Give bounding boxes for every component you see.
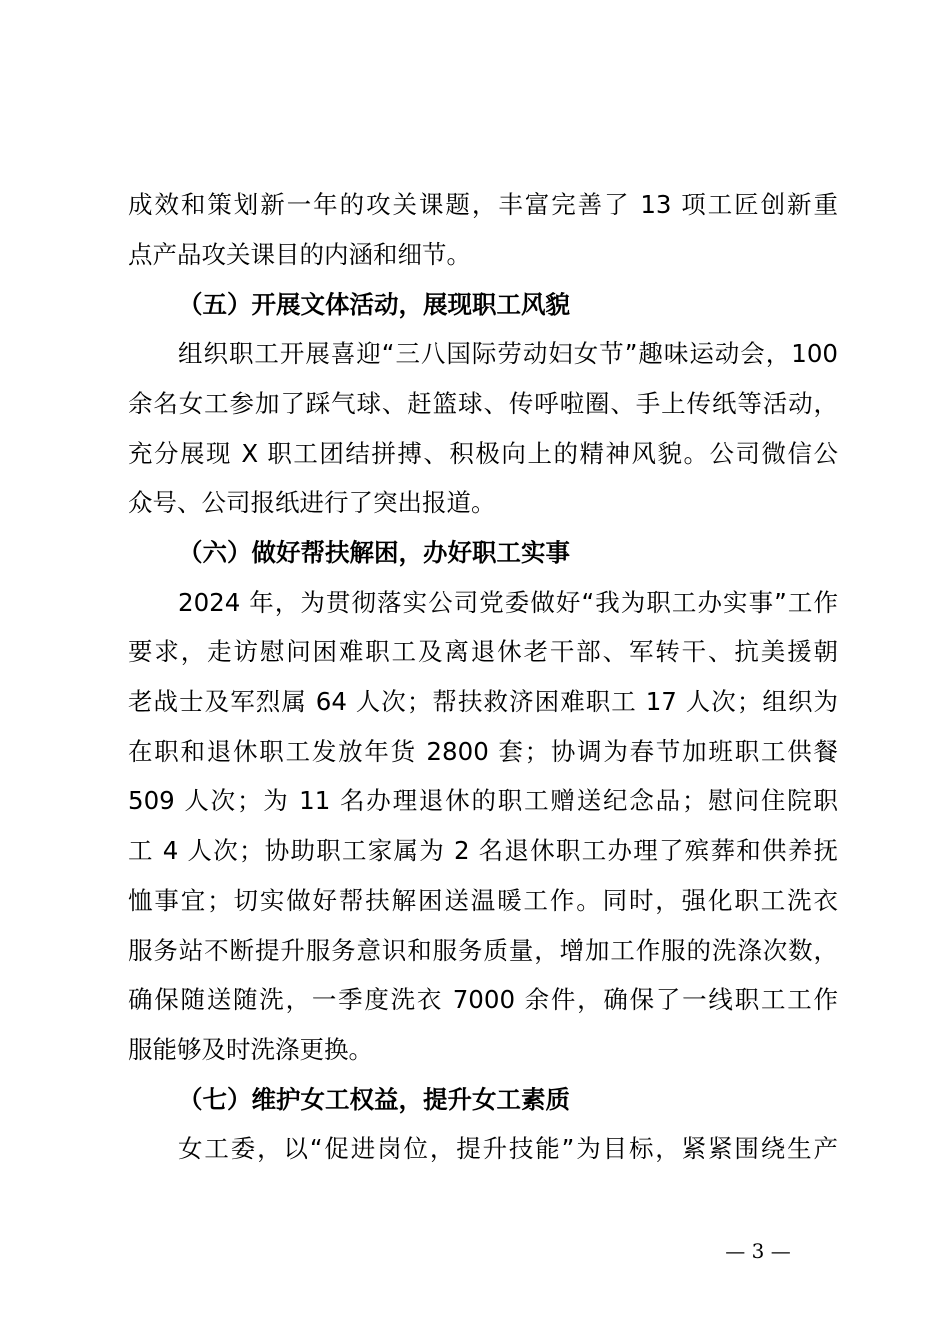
- paragraph-line: 组织职工开展喜迎“三八国际劳动妇女节”趣味运动会，100: [178, 339, 838, 368]
- paragraph-line: 确保随送随洗，一季度洗衣 7000 余件，确保了一线职工工作: [128, 985, 838, 1014]
- paragraph-line: 充分展现 X 职工团结拼搏、积极向上的精神风貌。公司微信公: [128, 439, 838, 468]
- paragraph-line: 成效和策划新一年的攻关课题，丰富完善了 13 项工匠创新重: [128, 190, 838, 219]
- paragraph-line: 余名女工参加了踩气球、赶篮球、传呼啦圈、手上传纸等活动，: [128, 389, 838, 418]
- page-number: — 3 —: [725, 1239, 791, 1263]
- paragraph-line: 2024 年，为贯彻落实公司党委做好“我为职工办实事”工作: [178, 588, 838, 617]
- section-heading-7: （七）维护女工权益，提升女工素质: [178, 1085, 570, 1114]
- paragraph-line: 服务站不断提升服务意识和服务质量，增加工作服的洗涤次数，: [128, 936, 838, 965]
- paragraph-line: 509 人次；为 11 名办理退休的职工赠送纪念品；慰问住院职: [128, 786, 838, 815]
- paragraph-line: 众号、公司报纸进行了突出报道。: [128, 488, 496, 517]
- section-heading-6: （六）做好帮扶解困，办好职工实事: [178, 538, 570, 567]
- paragraph-line: 工 4 人次；协助职工家属为 2 名退休职工办理了殡葬和供养抚: [128, 836, 838, 865]
- section-heading-5: （五）开展文体活动，展现职工风貌: [178, 290, 570, 319]
- paragraph-line: 点产品攻关课目的内涵和细节。: [128, 240, 471, 269]
- paragraph-line: 恤事宜；切实做好帮扶解困送温暖工作。同时，强化职工洗衣: [128, 886, 838, 915]
- paragraph-line: 要求，走访慰问困难职工及离退休老干部、军转干、抗美援朝: [128, 637, 838, 666]
- paragraph-line: 老战士及军烈属 64 人次；帮扶救济困难职工 17 人次；组织为: [128, 687, 838, 716]
- paragraph-line: 在职和退休职工发放年货 2800 套；协调为春节加班职工供餐: [128, 737, 838, 766]
- paragraph-line: 女工委，以“促进岗位，提升技能”为目标，紧紧围绕生产: [178, 1134, 838, 1163]
- paragraph-line: 服能够及时洗涤更换。: [128, 1035, 373, 1064]
